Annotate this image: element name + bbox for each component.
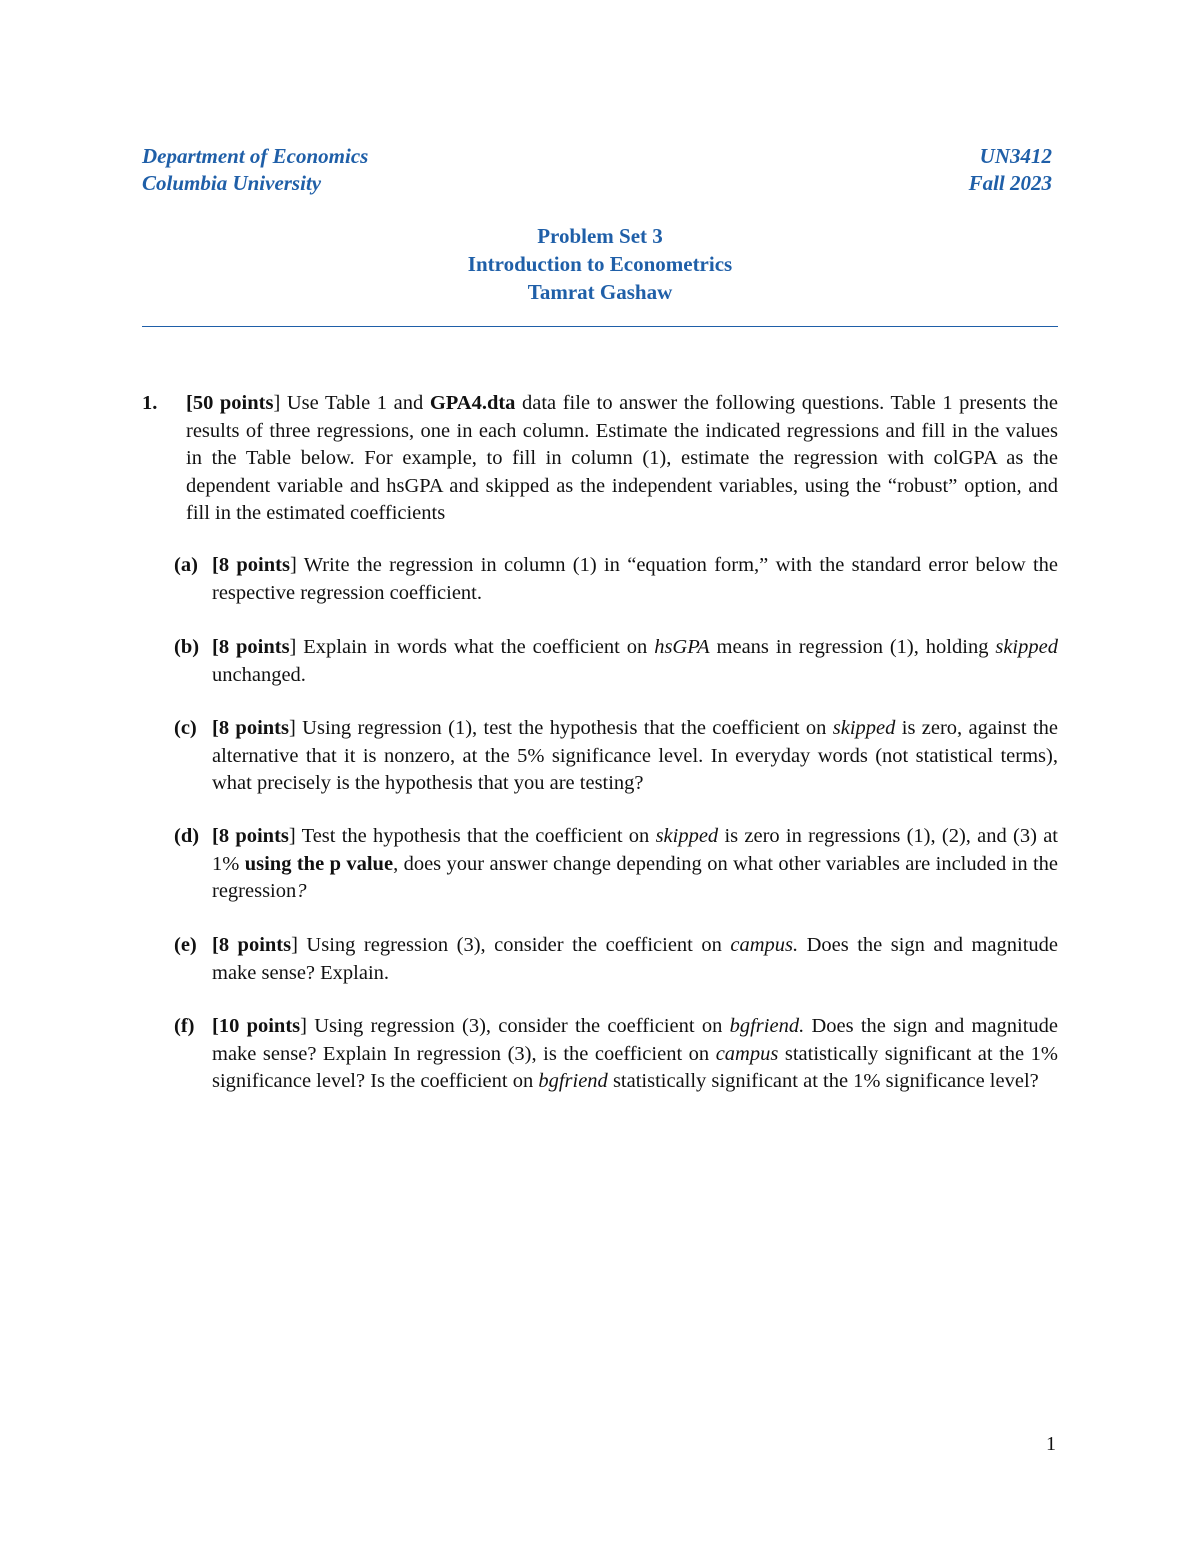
title-block bbox=[0, 222, 1200, 306]
university-name: Columbia University bbox=[142, 171, 322, 195]
part-b-text bbox=[212, 634, 1058, 689]
part-d bbox=[174, 823, 1058, 906]
part-f bbox=[174, 1013, 1058, 1096]
variable-name: campus bbox=[715, 1042, 779, 1065]
points: [8 points bbox=[212, 636, 290, 658]
part-c-text bbox=[212, 715, 1058, 798]
header-left bbox=[142, 143, 368, 197]
variable-name: skipped bbox=[832, 717, 896, 739]
part-label: (e) bbox=[174, 934, 197, 956]
text: ] Explain in words what the coefficient on bbox=[289, 636, 655, 658]
variable-name: skipped bbox=[655, 825, 719, 847]
text: statistically significant at the 1% significance level? Is the coefficient on bbox=[212, 1042, 1058, 1092]
variable-name: skipped bbox=[995, 636, 1058, 658]
part-e bbox=[174, 932, 1058, 987]
points: [8 points bbox=[212, 554, 290, 576]
part-f-text bbox=[212, 1013, 1058, 1096]
header-right bbox=[969, 143, 1052, 197]
part-d-text bbox=[212, 823, 1058, 906]
text: statistically significant at the 1% significance level? bbox=[607, 1070, 1039, 1092]
part-c bbox=[174, 715, 1058, 798]
variable-name: campus. bbox=[730, 934, 799, 956]
variable-name: hsGPA bbox=[654, 636, 710, 658]
text: means in regression (1), holding bbox=[709, 636, 996, 658]
text: , does your answer change depending on what other variables are included in the regression bbox=[212, 852, 1059, 902]
course-code: UN3412 bbox=[979, 144, 1052, 168]
part-label: (c) bbox=[174, 717, 197, 739]
text: is zero, against the alternative that it is nonzero, at the 5% significance level. In everyday words (not statistical terms), what precisely is the hypothesis that you are testing? bbox=[212, 717, 1059, 794]
page-number: 1 bbox=[1046, 1433, 1056, 1455]
text: ] Using regression (3), consider the coefficient on bbox=[300, 1015, 730, 1037]
question-number: 1. bbox=[142, 392, 158, 414]
text: Does the sign and magnitude make sense? Explain In regression (3), is the coefficient on bbox=[212, 1015, 1059, 1065]
text: data file to answer the following questions. Table 1 presents the results of three regressions, one in each column. Estimate the indicated regressions and fill in the values in the Table below. For example, to fill in column (1), estimate the regression with colGPA as the dependent variable and hsGPA and skipped as the independent variables, using the “robust” option, and fill in the estimated coefficients bbox=[186, 392, 1058, 524]
points: [50 points bbox=[186, 392, 274, 414]
part-label: (b) bbox=[174, 636, 200, 658]
part-a-text bbox=[212, 552, 1058, 607]
question-mark: ? bbox=[296, 880, 307, 902]
text: unchanged. bbox=[212, 663, 306, 686]
variable-name: bgfriend bbox=[538, 1070, 608, 1092]
part-label: (a) bbox=[174, 554, 198, 576]
text: is zero in regressions (1), (2), and (3) at 1% bbox=[212, 825, 1058, 875]
part-label: (d) bbox=[174, 825, 200, 847]
problem-set-title: Problem Set 3 bbox=[537, 224, 663, 248]
points: [8 points bbox=[212, 717, 289, 739]
text: ] Write the regression in column (1) in “equation form,” with the standard error below the respective regression coefficient. bbox=[212, 554, 1058, 604]
points: [8 points bbox=[212, 825, 289, 847]
part-a bbox=[174, 552, 1058, 607]
department-name: Department of Economics bbox=[142, 144, 369, 168]
text: ] Using regression (3), consider the coefficient on bbox=[291, 934, 731, 956]
data-file-name: GPA4.dta bbox=[429, 392, 516, 414]
part-e-text bbox=[212, 932, 1058, 987]
text: Does the sign and magnitude make sense? Explain. bbox=[212, 934, 1059, 984]
part-label: (f) bbox=[174, 1015, 195, 1037]
title-divider bbox=[142, 326, 1058, 327]
question-1 bbox=[142, 390, 1058, 528]
points: [10 points bbox=[212, 1015, 301, 1037]
text: ] Test the hypothesis that the coefficient on bbox=[288, 825, 656, 847]
instructor-name: Tamrat Gashaw bbox=[527, 280, 673, 304]
course-title: Introduction to Econometrics bbox=[467, 252, 733, 276]
part-b bbox=[174, 634, 1058, 689]
emphasis: using the p value bbox=[244, 852, 394, 875]
text: ] Using regression (1), test the hypothesis that the coefficient on bbox=[289, 717, 833, 739]
variable-name: bgfriend. bbox=[729, 1015, 805, 1037]
term: Fall 2023 bbox=[968, 171, 1052, 195]
points: [8 points bbox=[212, 934, 292, 956]
text: ] Use Table 1 and bbox=[273, 392, 430, 414]
question-1-text bbox=[186, 390, 1058, 528]
